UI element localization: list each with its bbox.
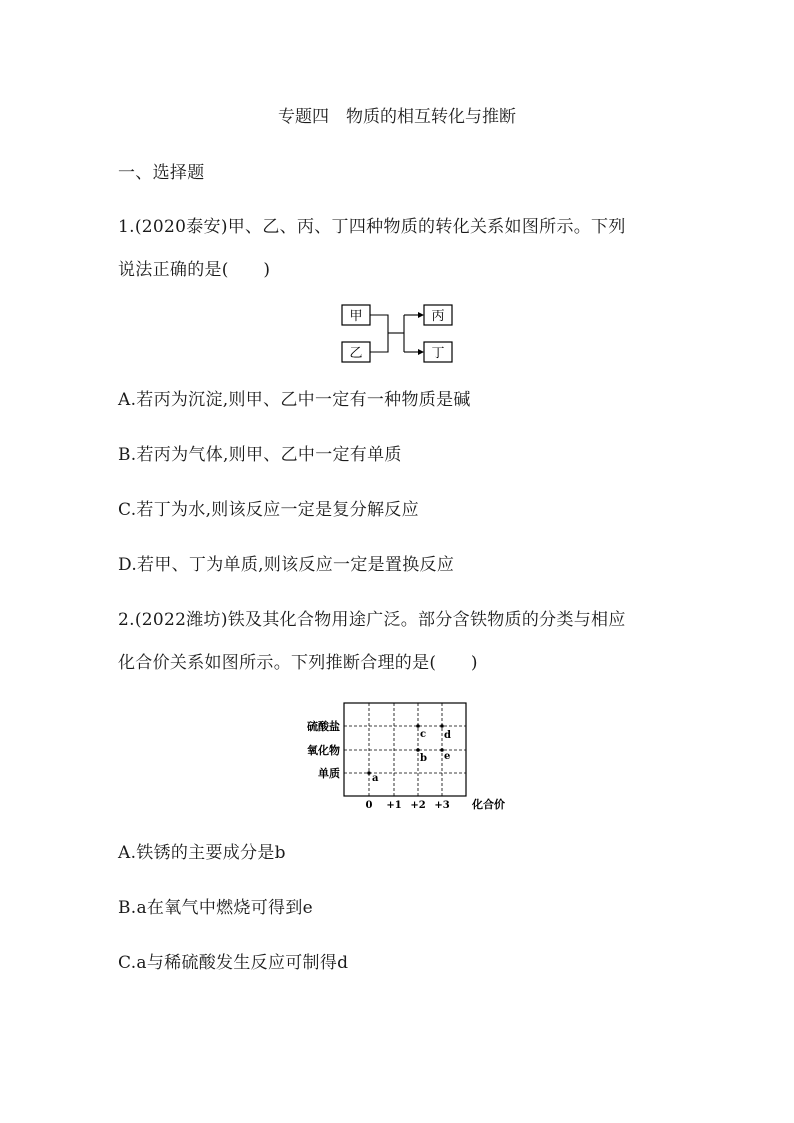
q2-option-c: C.a与稀硫酸发生反应可制得d — [118, 953, 349, 973]
section-heading: 一、选择题 — [118, 163, 205, 183]
x-tick-plus2: +2 — [410, 800, 426, 811]
q2-option-a: A.铁锈的主要成分是b — [118, 843, 286, 863]
x-axis-title: 化合价 — [472, 798, 505, 811]
q1-option-a: A.若丙为沉淀,则甲、乙中一定有一种物质是碱 — [118, 390, 471, 410]
grid-lines — [344, 703, 466, 796]
box-jia-label: 甲 — [349, 309, 363, 324]
connector-lines — [370, 315, 420, 352]
q1-stem-line2: 说法正确的是( ) — [118, 260, 271, 280]
box-ding-label: 丁 — [431, 346, 445, 361]
x-tick-plus1: +1 — [386, 800, 402, 811]
point-c-label: c — [420, 729, 427, 740]
point-b — [416, 748, 420, 752]
x-tick-0: 0 — [365, 800, 373, 811]
box-yi-label: 乙 — [349, 346, 363, 361]
q1-option-b: B.若丙为气体,则甲、乙中一定有单质 — [118, 445, 402, 465]
point-b-label: b — [420, 753, 427, 764]
point-c — [416, 724, 420, 728]
arrowhead-to-ding — [418, 349, 424, 355]
box-bing-label: 丙 — [431, 309, 445, 324]
point-e-label: e — [444, 751, 451, 762]
y-label-element: 单质 — [318, 767, 340, 780]
arrowhead-to-bing — [418, 312, 424, 318]
point-a-label: a — [372, 773, 379, 784]
x-tick-plus3: +3 — [434, 800, 450, 811]
q1-option-c: C.若丁为水,则该反应一定是复分解反应 — [118, 500, 419, 520]
q1-stem-line1: 1.(2020泰安)甲、乙、丙、丁四种物质的转化关系如图所示。下列 — [118, 217, 626, 237]
q2-option-b: B.a在氧气中燃烧可得到e — [118, 898, 313, 918]
q2-stem-line1: 2.(2022潍坊)铁及其化合物用途广泛。部分含铁物质的分类与相应 — [118, 610, 626, 630]
point-d-label: d — [444, 730, 451, 741]
chart-frame — [344, 703, 466, 796]
point-d — [440, 724, 444, 728]
page-title: 专题四 物质的相互转化与推断 — [278, 107, 516, 127]
q2-stem-line2: 化合价关系如图所示。下列推断合理的是( ) — [118, 653, 478, 673]
y-label-oxide: 氧化物 — [307, 744, 340, 757]
q2-valence-classification-chart — [300, 700, 505, 812]
q1-conversion-diagram — [340, 300, 460, 366]
point-a — [367, 771, 371, 775]
y-label-sulfate: 硫酸盐 — [307, 720, 340, 733]
q1-option-d: D.若甲、丁为单质,则该反应一定是置换反应 — [118, 555, 455, 575]
